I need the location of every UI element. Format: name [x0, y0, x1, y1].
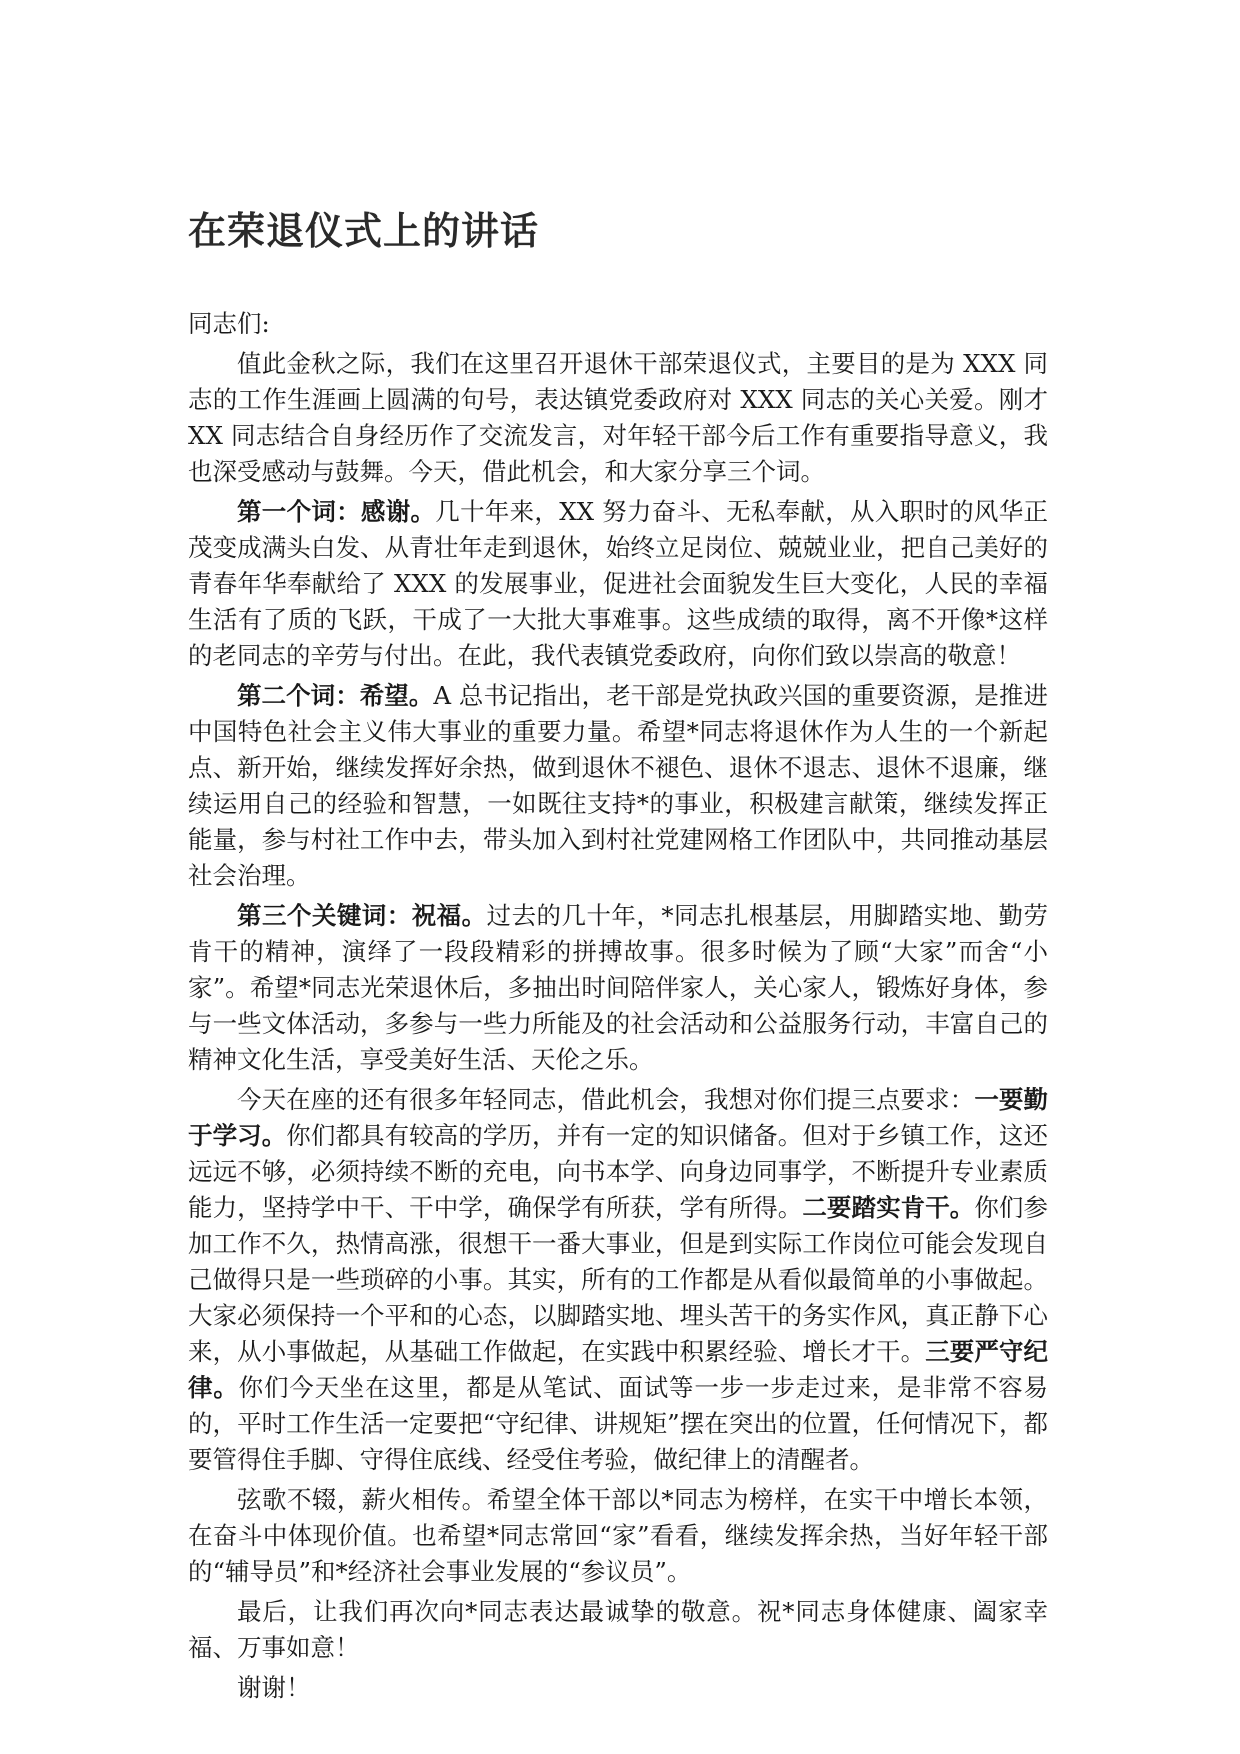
requirement-1-text: 你们都具有较高的学历，并有一定的知识储备。但对于乡镇工作，这还远远不够，必须持续不断的充电，向书本学、向身边同事学，不断提升专业素质能力，坚持学中干、干中学，确保学有所获，学有所得。	[188, 1121, 1048, 1222]
keyword-blessing-heading: 第三个关键词：祝福。	[237, 901, 487, 930]
requirement-3-text: 你们今天坐在这里，都是从笔试、面试等一步一步走过来，是非常不容易的，平时工作生活一定要把“守纪律、讲规矩”摆在突出的位置，任何情况下，都要管得住手脚、守得住底线、经受住考验，做纪律上的清醒者。	[188, 1373, 1049, 1474]
document-body	[188, 306, 1048, 1706]
salutation: 同志们:	[188, 309, 270, 338]
document-title: 在荣退仪式上的讲话	[188, 209, 540, 253]
requirements-intro: 今天在座的还有很多年轻同志，借此机会，我想对你们提三点要求：	[237, 1085, 975, 1114]
requirement-2-heading: 二要踏实肯干。	[802, 1193, 975, 1222]
requirement-1-heading: 一要勤于学习。	[188, 1085, 1048, 1150]
paragraph-blessing	[188, 898, 1048, 1078]
requirement-3-heading: 三要严守纪律。	[188, 1337, 1048, 1402]
paragraph-legacy: 弦歌不辍，薪火相传。希望全体干部以*同志为榜样，在实干中增长本领，在奋斗中体现价值。也希望*同志常回“家”看看，继续发挥余热，当好年轻干部的“辅导员”和*经济社会事业发展的“参议员”。	[188, 1485, 1048, 1586]
paragraph-hope-text: A 总书记指出，老干部是党执政兴国的重要资源，是推进中国特色社会主义伟大事业的重要力量。希望*同志将退休作为人生的一个新起点、新开始，继续发挥好余热，做到退休不褪色、退休不退志、退休不退廉，继续运用自己的经验和智慧，一如既往支持*的事业，积极建言献策，继续发挥正能量，参与村社工作中去，带头加入到村社党建网格工作团队中，共同推动基层社会治理。	[188, 681, 1049, 890]
paragraph-blessing-text: 过去的几十年，*同志扎根基层，用脚踏实地、勤劳肯干的精神，演绎了一段段精彩的拼搏故事。很多时候为了顾“大家”而舍“小家”。希望*同志光荣退休后，多抽出时间陪伴家人，关心家人，锻炼好身体，参与一些文体活动，多参与一些力所能及的社会活动和公益服务行动，丰富自己的精神文化生活，享受美好生活、天伦之乐。	[188, 901, 1048, 1074]
paragraph-hope	[188, 678, 1048, 894]
requirement-2-text: 你们参加工作不久，热情高涨，很想干一番大事业，但是到实际工作岗位可能会发现自己做得只是一些琐碎的小事。其实，所有的工作都是从看似最简单的小事做起。大家必须保持一个平和的心态，以脚踏实地、埋头苦干的务实作风，真正静下心来，从小事做起，从基础工作做起，在实践中积累经验、增长才干。	[188, 1193, 1049, 1366]
paragraph-opening: 值此金秋之际，我们在这里召开退休干部荣退仪式，主要目的是为 XXX 同志的工作生涯画上圆满的句号，表达镇党委政府对 XXX 同志的关心关爱。刚才 XX 同志结合自身经历作了交流发言，对年轻干部今后工作有重要指导意义，我也深受感动与鼓舞。今天，借此机会，和大家分享三个词。	[188, 349, 1048, 486]
paragraph-thanks	[188, 494, 1048, 674]
paragraph-thanks-text: 几十年来，XX 努力奋斗、无私奉献，从入职时的风华正茂变成满头白发、从青壮年走到退休，始终立足岗位、兢兢业业，把自己美好的青春年华奉献给了 XXX 的发展事业，促进社会面貌发生巨大变化，人民的幸福生活有了质的飞跃，干成了一大批大事难事。这些成绩的取得，离不开像*这样的老同志的辛劳与付出。在此，我代表镇党委政府，向你们致以崇高的敬意！	[188, 497, 1049, 670]
keyword-thanks-heading: 第一个词：感谢。	[237, 497, 436, 526]
paragraph-thank-you: 谢谢！	[237, 1673, 311, 1702]
paragraph-closing: 最后，让我们再次向*同志表达最诚挚的敬意。祝*同志身体健康、阖家幸福、万事如意！	[188, 1597, 1048, 1662]
keyword-hope-heading: 第二个词：希望。	[237, 681, 434, 710]
paragraph-requirements	[188, 1082, 1048, 1478]
